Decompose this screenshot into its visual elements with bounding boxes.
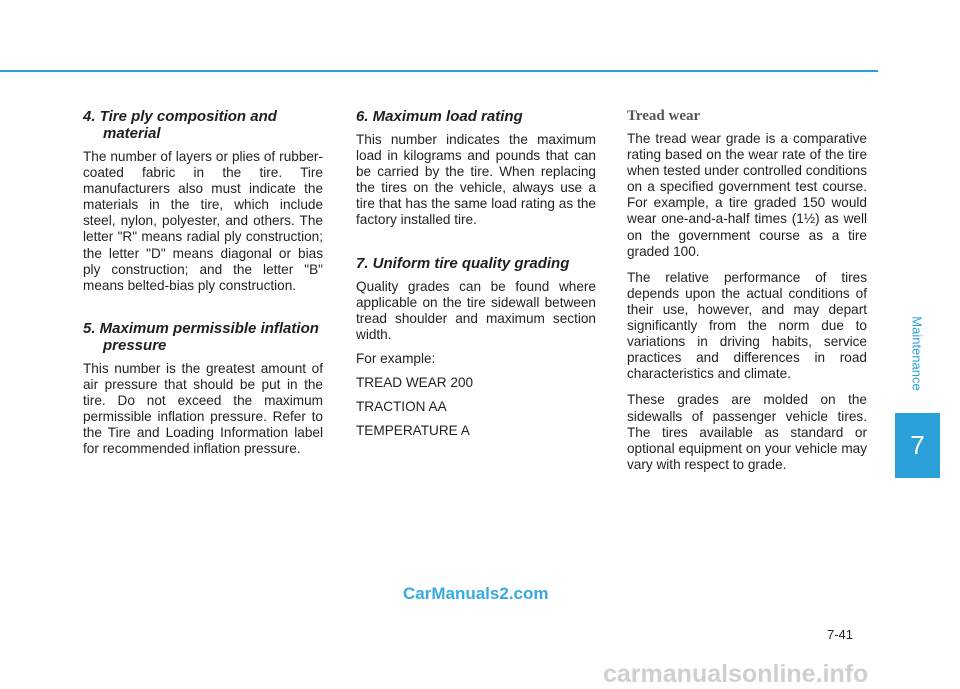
heading-uniform-quality-grading: 7. Uniform tire quality grading (356, 254, 570, 272)
paragraph-tread-wear-2: The relative performance of tires depends upon the actual conditions of their use, however, and may depart significantly from the norm due to variations in driving habits, service practices and differences in road characteristics and climate. (627, 269, 867, 382)
heading-tread-wear: Tread wear (627, 108, 701, 124)
paragraph-max-inflation-pressure: This number is the greatest amount of air pressure that should be put in the tire. Do not exceed the maximum permissible inflation pressure. Refer to the Tire and Loading Information label for recommended inflation pressure. (83, 360, 323, 457)
heading-max-load-rating: 6. Maximum load rating (356, 108, 523, 125)
example-intro: For example: (356, 350, 436, 366)
chapter-label-text: Maintenance (910, 315, 926, 391)
column-3 (627, 108, 867, 483)
chapter-number-box (895, 413, 940, 478)
column-2 (356, 108, 596, 447)
chapter-label (895, 298, 940, 408)
paragraph-uniform-quality-grading: Quality grades can be found where applicable on the tire sidewall between tread shoulder and maximum section width. (356, 278, 596, 342)
watermark-link[interactable]: CarManuals2.com (403, 584, 549, 603)
example-tread-wear: TREAD WEAR 200 (356, 375, 474, 391)
paragraph-tread-wear-1: The tread wear grade is a comparative rating based on the wear rate of the tire when tested under controlled conditions on a specified government test course. For example, a tire graded 150 would wear one-and-a-half times (1½) as well on the government course as a tire graded 100. (627, 131, 867, 259)
paragraph-tread-wear-3: These grades are molded on the sidewalls of passenger vehicle tires. The tires available as standard or optional equipment on your vehicle may vary with respect to grade. (627, 392, 867, 472)
heading-tire-ply-composition: 4. Tire ply composition and material (83, 108, 277, 142)
paragraph-max-load-rating: This number indicates the maximum load in kilograms and pounds that can be carried by the tire. When replacing the tires on the vehicle, always use a tire that has the same load rating as the factory installed tire. (356, 132, 596, 228)
example-temperature: TEMPERATURE A (356, 423, 470, 439)
page-number: 7-41 (827, 627, 854, 642)
header-rule (0, 70, 878, 72)
footer-site-watermark: carmanualsonline.info (603, 660, 869, 688)
column-1 (83, 108, 323, 467)
chapter-number: 7 (910, 430, 925, 460)
chapter-side-tab (895, 298, 940, 478)
paragraph-tire-ply-composition: The number of layers or plies of rubber-coated fabric in the tire. Tire manufacturers also must indicate the materials in the tire, which include steel, nylon, polyester, and others. The letter "R" means radial ply construction; the letter "D" means diagonal or bias ply construction; and the letter "B" means belted-bias ply construction. (83, 149, 323, 293)
heading-max-inflation-pressure: 5. Maximum permissible inflation pressure (83, 319, 319, 354)
example-traction: TRACTION AA (356, 399, 447, 415)
